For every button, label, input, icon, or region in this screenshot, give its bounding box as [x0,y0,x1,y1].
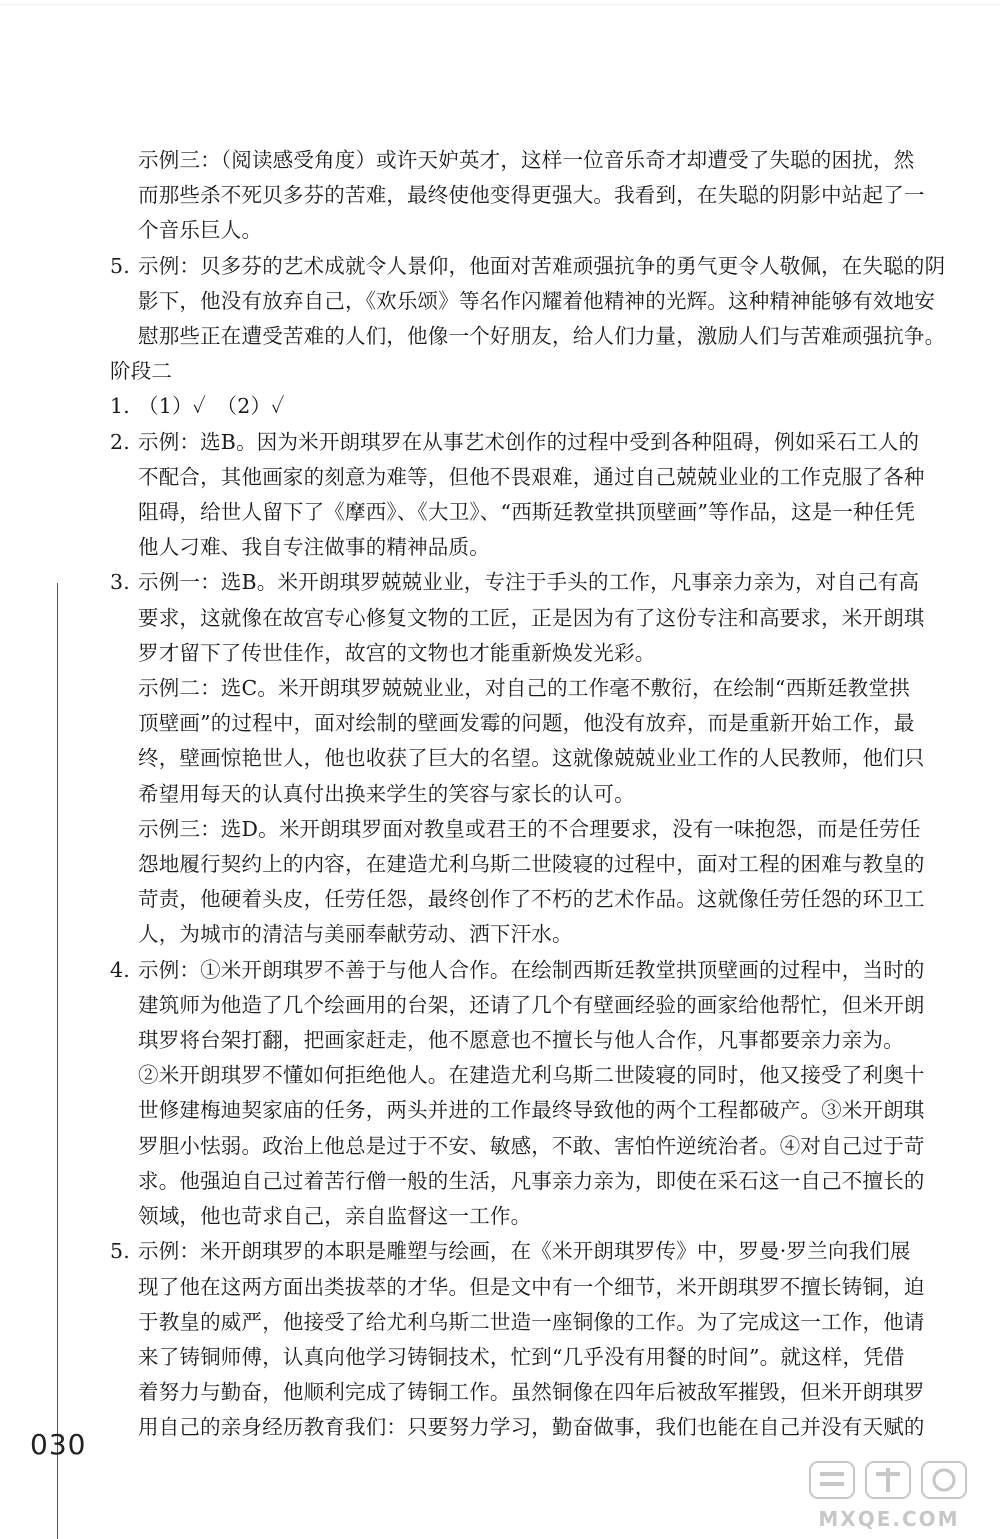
text-line: 于教皇的威严，他接受了给尤利乌斯二世造一座铜像的工作。为了完成这一工作，他请 [138,1309,925,1334]
page-number: 030 [30,1428,87,1461]
text-line: 示例：贝多芬的艺术成就令人景仰，他面对苦难顽强抗争的勇气更令人敬佩，在失聪的阴 [138,253,946,278]
text-line: （1）✓ （2）✓ [138,394,285,419]
text-line: 建筑师为他造了几个绘画用的台架，还请了几个有壁画经验的画家给他帮忙，但米开朗 [138,992,925,1017]
text-line: 示例三：选D。米开朗琪罗面对教皇或君王的不合理要求，没有一味抱怨，而是任劳任 [138,816,921,841]
question-number: 5. [110,1239,130,1264]
answer-paragraph [110,249,946,355]
text-line: 个音乐巨人。 [138,218,263,243]
text-line: 慰那些正在遭受苦难的人们，他像一个好朋友，给人们力量，激励人们与苦难顽强抗争。 [138,324,946,349]
text-line: 而那些杀不死贝多芬的苦难，最终使他变得更强大。我看到，在失聪的阴影中站起了一 [138,183,925,208]
text-line: 着努力与勤奋，他顺利完成了铸铜工作。虽然铜像在四年后被敌军摧毁，但米开朗琪罗 [138,1380,925,1405]
answer-paragraph [110,143,942,249]
text-line: 阻碍，给世人留下了《摩西》、《大卫》、“西斯廷教堂拱顶壁画”等作品，这是一种任凭 [138,500,916,525]
text-line: 世修建梅迪契家庙的任务，两头并进的工作最终导致他的两个工程都破产。③米开朗琪 [138,1098,925,1123]
stage1-tail [110,143,946,354]
text-line: 人，为城市的清洁与美丽奉献劳动、洒下汗水。 [138,922,573,947]
answer-paragraph [110,425,942,566]
text-line: 顶壁画”的过程中，面对绘制的壁画发霉的问题，他没有放弃，而是重新开始工作，最 [138,711,915,736]
answer-paragraph [110,671,942,812]
text-line: 不配合，其他画家的刻意为难等，但他不畏艰难，通过自己兢兢业业的工作克服了各种 [138,464,925,489]
text-line: 现了他在这两方面出类拔萃的才华。但是文中有一个细节，米开朗琪罗不擅长铸铜，迫 [138,1274,925,1299]
text-line: 示例：①米开朗琪罗不善于与他人合作。在绘制西斯廷教堂拱顶壁画的过程中，当时的 [138,957,925,982]
text-line: 琪罗将台架打翻，把画家赶走，他不愿意也不擅长与他人合作，凡事都要亲力亲为。 [138,1028,904,1053]
stage2-answers [110,389,942,1445]
answer-paragraph [110,1234,942,1445]
section-heading: 阶段二 [110,359,173,384]
text-line: 示例：米开朗琪罗的本职是雕塑与绘画，在《米开朗琪罗传》中，罗曼·罗兰向我们展 [138,1239,911,1264]
svg-text:MXQE.COM: MXQE.COM [818,1507,960,1531]
text-line: 怨地履行契约上的内容，在建造尤利乌斯二世陵寝的过程中，面对工程的困难与教皇的 [138,852,925,877]
text-line: 来了铸铜师傅，认真向他学习铸铜技术，忙到“几乎没有用餐的时间”。就这样，凭借 [138,1344,905,1369]
question-number: 2. [110,429,130,454]
text-line: 希望用每天的认真付出换来学生的笑容与家长的认可。 [138,781,635,806]
answer-paragraph [110,565,942,671]
answer-content [110,143,946,1446]
margin-rule [57,583,58,1539]
text-line: ②米开朗琪罗不懂如何拒绝他人。在建造尤利乌斯二世陵寝的同时，他又接受了利奥十 [138,1063,925,1088]
text-line: 示例：选B。因为米开朗琪罗在从事艺术创作的过程中受到各种阻碍，例如采石工人的 [138,429,920,454]
text-line: 影下，他没有放弃自己，《欢乐颂》等名作闪耀着他精神的光辉。这种精神能够有效地安 [138,288,936,313]
text-line: 领域，他也苛求自己，亲自监督这一工作。 [138,1204,532,1229]
question-number: 1. [110,394,130,419]
text-line: 他人刁难、我自专注做事的精神品质。 [138,535,490,560]
text-line: 终，壁画惊艳世人，他也收获了巨大的名望。这就像兢兢业业工作的人民教师，他们只 [138,746,925,771]
answer-paragraph [110,389,942,424]
text-line: 罗胆小怯弱。政治上他总是过于不安、敏感，不敢、害怕忤逆统治者。④对自己过于苛 [138,1133,925,1158]
text-line: 要求，这就像在故宫专心修复文物的工匠，正是因为有了这份专注和高要求，米开朗琪 [138,605,925,630]
text-line: 苛责，他硬着头皮，任劳任怨，最终创作了不朽的艺术作品。这就像任劳任怨的环卫工 [138,887,925,912]
text-line: 用自己的亲身经历教育我们：只要努力学习，勤奋做事，我们也能在自己并没有天赋的 [138,1415,925,1440]
question-number: 5. [110,253,130,278]
answer-paragraph [110,953,942,1235]
text-line: 示例三：（阅读感受角度）或许天妒英才，这样一位音乐奇才却遭受了失聪的困扰，然 [138,148,915,172]
text-line: 示例一：选B。米开朗琪罗兢兢业业，专注于手头的工作，凡事亲力亲为，对自己有高 [138,570,920,595]
text-line: 罗才留下了传世佳作，故宫的文物也才能重新焕发光彩。 [138,640,656,665]
watermark-logo [806,1458,972,1534]
answer-paragraph [110,812,942,953]
top-edge [0,4,1000,5]
question-number: 4. [110,957,130,982]
text-line: 示例二：选C。米开朗琪罗兢兢业业，对自己的工作毫不敷衍，在绘制“西斯廷教堂拱 [138,676,910,701]
question-number: 3. [110,570,130,595]
text-line: 求。他强迫自己过着苦行僧一般的生活，凡事亲力亲为，即使在采石这一自己不擅长的 [138,1168,925,1193]
